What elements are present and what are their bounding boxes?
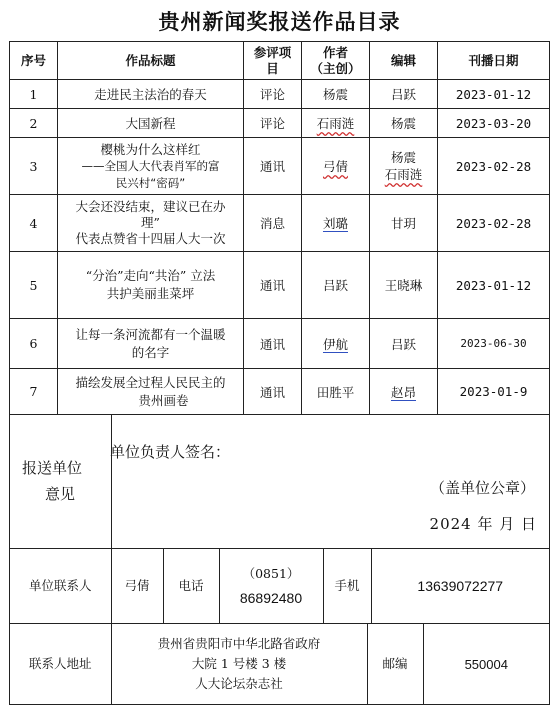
row-author: 弓倩 [302,138,370,195]
table-row [10,195,550,252]
table-row [10,80,550,109]
row-category: 通讯 [244,138,302,195]
contact-row [10,549,550,624]
row-seq: 6 [10,319,58,369]
row-date: 2023-06-30 [438,319,550,369]
header-date: 刊播日期 [438,42,550,80]
row-date: 2023-03-20 [438,109,550,138]
row-category: 消息 [244,195,302,252]
seal-note: （盖单位公章） [430,479,536,497]
address-row [10,624,550,705]
table-row [10,109,550,138]
contact-label: 单位联系人 [10,549,111,623]
row-seq: 2 [10,109,58,138]
row-category: 评论 [244,109,302,138]
row-title: 大国新程 [58,109,244,138]
row-seq: 4 [10,195,58,252]
address-label: 联系人地址 [10,624,111,704]
header-category: 参评项 目 [244,42,302,80]
row-date: 2023-01-9 [438,369,550,415]
table-row [10,319,550,369]
opinion-label: 报送单位 意见 [22,459,83,503]
row-title: 描绘发展全过程人民民主的 贵州画卷 [58,369,244,415]
mobile-label: 手机 [323,549,371,623]
contact-name: 弓倩 [111,549,163,623]
row-category: 通讯 [244,369,302,415]
row-title: “分治”走向“共治” 立法 共护美丽韭菜坪 [58,252,244,319]
row-editor: 甘玥 [370,195,438,252]
phone-label: 电话 [163,549,219,623]
row-title: 走进民主法治的春天 [58,80,244,109]
address-value: 贵州省贵阳市中华北路省政府 大院 1 号楼 3 楼 人大论坛杂志社 [111,624,367,704]
row-author: 伊航 [302,319,370,369]
header-editor: 编辑 [370,42,438,80]
row-date: 2023-02-28 [438,195,550,252]
row-title: 樱桃为什么这样红 ——全国人大代表肖军的富 民兴村“密码” [58,138,244,195]
table-row [10,252,550,319]
signature-label: 单位负责人签名： [110,443,231,461]
row-category: 评论 [244,80,302,109]
row-author: 田胜平 [302,369,370,415]
row-seq: 5 [10,252,58,319]
header-row [10,42,550,80]
row-editor: 杨震 [370,109,438,138]
phone-value: （0851） 86892480 [219,549,323,623]
row-editor: 王晓琳 [370,252,438,319]
row-seq: 1 [10,80,58,109]
opinion-row [10,415,550,549]
row-date: 2023-01-12 [438,252,550,319]
mobile-value: 13639072277 [417,578,504,594]
table-row [10,138,550,195]
row-editor: 吕跃 [370,80,438,109]
row-author: 吕跃 [302,252,370,319]
document-title: 贵州新闻奖报送作品目录 [158,9,401,34]
zip-label: 邮编 [367,624,423,704]
row-date: 2023-02-28 [438,138,550,195]
header-seq: 序号 [10,42,58,80]
header-author: 作者 （主创） [302,42,370,80]
zip-value: 550004 [464,656,508,672]
row-editor: 吕跃 [370,319,438,369]
row-title: 让每一条河流都有一个温暖 的名字 [58,319,244,369]
row-author: 杨震 [302,80,370,109]
opinion-cell [10,415,550,549]
row-editor: 杨震 石雨涟 [370,138,438,195]
submission-table [9,41,550,705]
row-author: 刘璐 [302,195,370,252]
row-author: 石雨涟 [302,109,370,138]
row-seq: 7 [10,369,58,415]
row-date: 2023-01-12 [438,80,550,109]
row-category: 通讯 [244,252,302,319]
opinion-date: 2024 年 月 日 [429,515,538,533]
table-row [10,369,550,415]
row-seq: 3 [10,138,58,195]
row-category: 通讯 [244,319,302,369]
row-editor: 赵昂 [370,369,438,415]
header-title: 作品标题 [58,42,244,80]
row-title: 大会还没结束，建议已在办 理” 代表点赞省十四届人大一次 [58,195,244,252]
